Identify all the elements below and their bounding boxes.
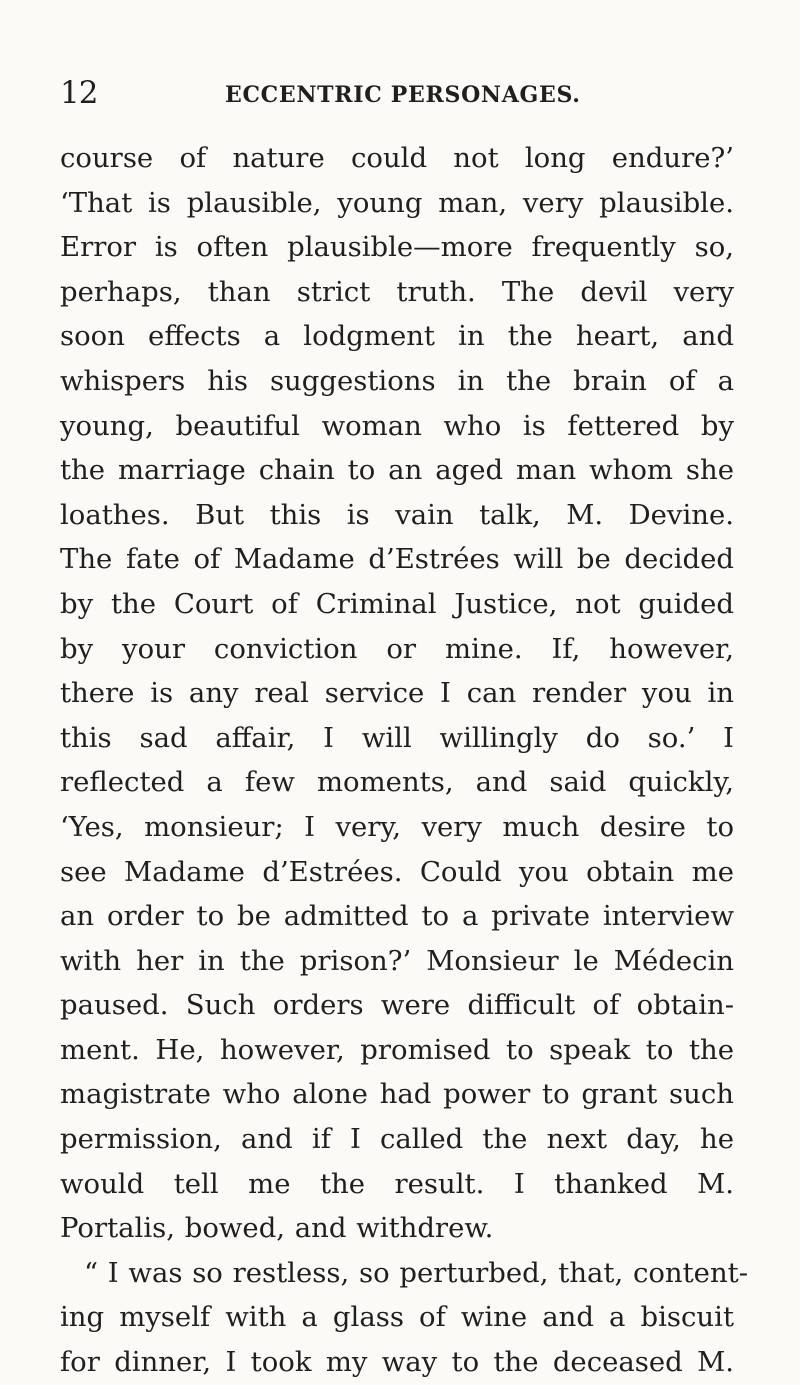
text-line: permission, and if I called the next day, he bbox=[60, 1123, 734, 1156]
text-line: “ I was so restless, so perturbed, that, content- bbox=[84, 1256, 749, 1289]
text-line: The fate of Madame d’Estrées will be decided bbox=[60, 543, 734, 576]
text-line: magistrate who alone had power to grant such bbox=[60, 1078, 734, 1111]
text-line: there is any real service I can render you in bbox=[60, 677, 734, 710]
page-number: 12 bbox=[60, 75, 98, 111]
text-line: Error is often plausible—more frequently so, bbox=[60, 231, 734, 264]
text-line: this sad affair, I will willingly do so.’ I bbox=[60, 721, 734, 754]
text-line: perhaps, than strict truth. The devil very bbox=[60, 275, 734, 308]
text-line: loathes. But this is vain talk, M. Devine. bbox=[60, 498, 734, 531]
text-line: the marriage chain to an aged man whom she bbox=[60, 454, 734, 487]
running-head: ECCENTRIC PERSONAGES. bbox=[225, 82, 581, 108]
body-text bbox=[60, 136, 749, 1385]
text-line: ‘That is plausible, young man, very plausible. bbox=[60, 186, 734, 219]
text-line: ‘Yes, monsieur; I very, very much desire to bbox=[60, 810, 734, 843]
text-line: by the Court of Criminal Justice, not guided bbox=[60, 587, 734, 620]
text-line: see Madame d’Estrées. Could you obtain me bbox=[60, 855, 734, 888]
text-line: young, beautiful woman who is fettered by bbox=[60, 409, 734, 442]
text-line: for dinner, I took my way to the deceased M. bbox=[60, 1346, 734, 1379]
text-line: reflected a few moments, and said quickly, bbox=[60, 766, 734, 799]
text-line: by your conviction or mine. If, however, bbox=[60, 632, 734, 665]
text-line: Portalis, bowed, and withdrew. bbox=[60, 1212, 494, 1245]
text-line: whispers his suggestions in the brain of a bbox=[60, 364, 734, 397]
text-line: ment. He, however, promised to speak to the bbox=[60, 1033, 734, 1066]
text-line: with her in the prison?’ Monsieur le Médecin bbox=[60, 944, 734, 977]
text-line: paused. Such orders were difficult of obtain- bbox=[60, 989, 734, 1022]
text-line: an order to be admitted to a private interview bbox=[60, 900, 734, 933]
text-line: soon effects a lodgment in the heart, and bbox=[60, 320, 734, 353]
text-line: course of nature could not long endure?’ bbox=[60, 142, 734, 174]
text-line: ing myself with a glass of wine and a biscuit bbox=[60, 1301, 734, 1334]
text-line: would tell me the result. I thanked M. bbox=[60, 1167, 734, 1200]
page-header bbox=[60, 74, 740, 114]
